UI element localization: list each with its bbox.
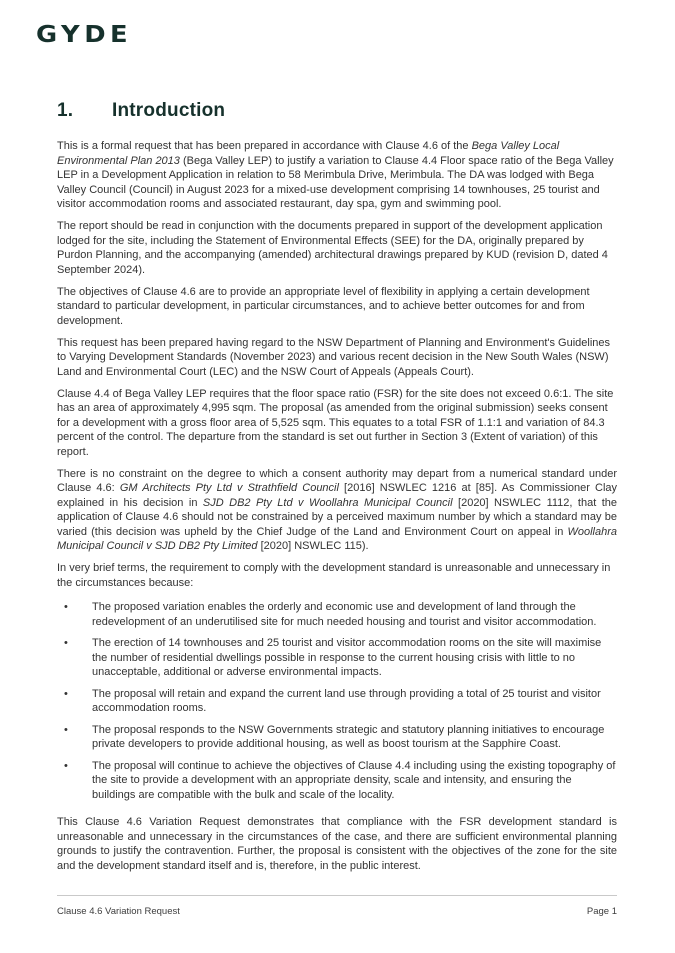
bullet-text [92, 600, 617, 629]
bullet-item [57, 723, 617, 752]
text-run: [2020] NSWLEC 1112, that the application of Clause 4.6 should not be constrained by a perceived maximum number by which a standard may be varied (this decision was upheld by the Chief Judge of the Land and Environment Court on appeal in [57, 496, 617, 538]
bullet-text [92, 723, 617, 752]
text-run: The proposal responds to the NSW Governments strategic and statutory planning initiatives to encourage private developers to provide additional housing, as well as boost tourism at the Sapphire Coast. [92, 723, 605, 750]
bullet-item [57, 759, 617, 803]
paragraph [57, 336, 617, 380]
text-run: This is a formal request that has been prepared in accordance with Clause 4.6 of the [57, 140, 472, 152]
text-run: Clause 4.4 of Bega Valley LEP requires that the floor space ratio (FSR) for the site does not exceed 0.6:1. The site has an area of approximately 4,995 sqm. The proposal (as amended from the original submission) seeks consent for a development with a gross floor area of 5,525 sqm. This equates to a total FSR of 1.1:1 and variation of 84.3 percent of the control. The departure from the standard is set out further in Section 3 (Extent of variation) of this report. [57, 387, 614, 458]
bullet-text [92, 759, 617, 803]
paragraph [57, 815, 617, 873]
bullet-item [57, 636, 617, 680]
paragraph [57, 467, 617, 554]
bullet-text [92, 687, 617, 716]
paragraph [57, 285, 617, 329]
italic-text-run: Bega Valley Local Environmental Plan 2013 [57, 140, 560, 167]
bullet-icon: • [64, 687, 68, 700]
bullet-text [92, 636, 617, 680]
bullet-item [57, 600, 617, 629]
paragraph [57, 139, 617, 212]
bullet-icon: • [64, 723, 68, 736]
section-title: Introduction [112, 100, 226, 121]
text-run: [2020] NSWLEC 115). [257, 540, 369, 552]
page-header [36, 22, 617, 48]
text-run: The report should be read in conjunction with the documents prepared in support of the development application lodged for the site, including the Statement of Environmental Effects (SEE) for the DA, originally prepared by Purdon Planning, and the accompanying (amended) architectural drawings prepared by KUD (revision D, dated 4 September 2024). [57, 220, 608, 276]
page-footer [57, 895, 617, 917]
footer-page-number: Page 1 [586, 906, 617, 917]
bullet-icon: • [64, 601, 68, 613]
text-run: The erection of 14 townhouses and 25 tourist and visitor accommodation rooms on the site will maximise the number of residential dwellings possible in response to the current housing crisis with little to no unacceptable, additional or adverse environmental impacts. [92, 637, 602, 678]
italic-text-run: GM Architects Pty Ltd v Strathfield Council [119, 482, 339, 494]
text-run: This request has been prepared having regard to the NSW Department of Planning and Environment's Guidelines to Varying Development Standards (November 2023) and various recent decision in the New South Wales (NSW) Land and Environmental Court (LEC) and the NSW Court of Appeals (Appeals Court). [57, 336, 611, 378]
bullet-item [57, 687, 617, 716]
bullet-icon: • [64, 637, 68, 649]
document-main [57, 100, 617, 873]
footer-row [57, 906, 617, 917]
text-run: (Bega Valley LEP) to justify a variation to Clause 4.4 Floor space ratio of the Bega Valley LEP in a Development Application in relation to 58 Merimbula Drive, Merimbula. The DA was lodged with Bega Valley Council (Council) in August 2023 for a mixed-use development comprising 14 townhouses, 25 tourist and visitor accommodation rooms and associated restaurant, day spa, gym and swimming pool. [57, 154, 614, 210]
content-blocks [57, 139, 617, 873]
italic-text-run: Woollahra Municipal Council v SJD DB2 Pty Limited [57, 525, 617, 552]
text-run: The objectives of Clause 4.6 are to provide an appropriate level of flexibility in applying a certain development standard to particular development, in particular circumstances, and to achieve better outcomes for and from development. [57, 285, 590, 327]
text-run: There is no constraint on the degree to which a consent authority may depart from a numerical standard under Clause 4.6: [57, 467, 617, 494]
text-run: The proposal will continue to achieve the objectives of Clause 4.4 including using the existing topography of the site to provide a development with an appropriate density, scale and intensity, and ensuring the buildings are compatible with the bulk and scale of the locality. [92, 759, 616, 801]
bullet-icon: • [64, 759, 68, 772]
section-number: 1. [57, 100, 74, 121]
text-run: The proposed variation enables the orderly and economic use and development of land through the redevelopment of an underutilised site for much needed housing and tourist and visitor accommodation. [92, 601, 597, 628]
text-run: In very brief terms, the requirement to comply with the development standard is unreasonable and unnecessary in the circumstances because: [57, 562, 611, 589]
bullet-list [57, 600, 617, 802]
text-run: The proposal will retain and expand the current land use through providing a total of 25 tourist and visitor accommodation rooms. [92, 687, 601, 714]
italic-text-run: SJD DB2 Pty Ltd v Woollahra Municipal Council [202, 496, 453, 509]
gyde-logo: GYDE [36, 22, 133, 48]
paragraph [57, 219, 617, 277]
footer-divider [57, 895, 617, 896]
text-run: [2016] NSWLEC 1216 at [85]. As Commissioner Clay explained in his decision in [57, 482, 618, 509]
footer-doc-title: Clause 4.6 Variation Request [57, 906, 180, 917]
section-heading [57, 100, 617, 122]
paragraph [57, 387, 617, 460]
text-run: This Clause 4.6 Variation Request demonstrates that compliance with the FSR development standard is unreasonable and unnecessary in the circumstances of the case, and there are sufficient environmental planning grounds to justify the contravention. Further, the proposal is consistent with the objectives of the zone for the site and the development standard itself and is, therefore, in the public interest. [57, 816, 617, 872]
paragraph [57, 561, 617, 590]
